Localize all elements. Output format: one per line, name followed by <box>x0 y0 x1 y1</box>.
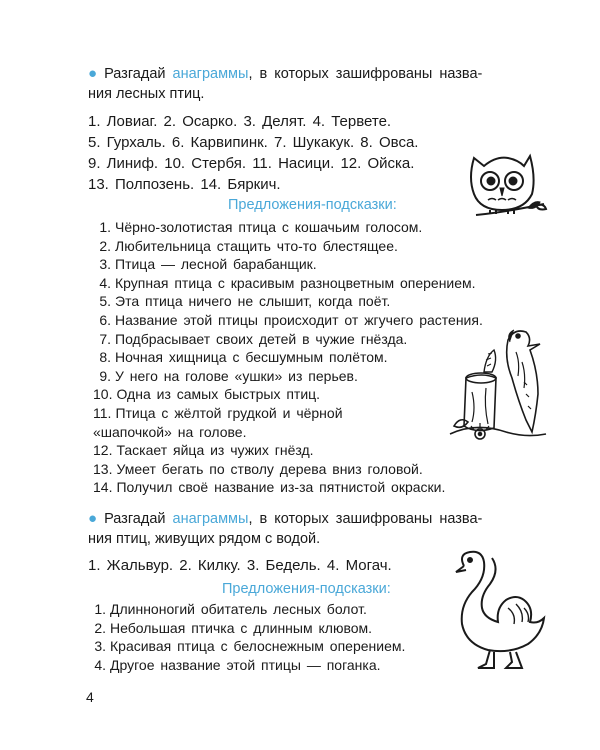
list-item: 14. Получил своё название из-за пятнистой окраски. <box>93 479 446 496</box>
bullet-dot: ● <box>88 510 98 527</box>
list-item: 5. Эта птица ничего не слышит, когда поёт. <box>99 293 391 310</box>
list-item: 1. Длинноногий обитатель лесных болот. <box>94 601 367 617</box>
page-number: 4 <box>86 689 94 705</box>
owl-illustration <box>466 148 548 220</box>
list-item: 8. Ночная хищница с бесшумным полётом. <box>99 349 388 366</box>
list-item: 3. Красивая птица с белоснежным оперением. <box>94 638 406 655</box>
list-item: 1. Чёрно-золотистая птица с кошачьим голосом. <box>99 219 423 235</box>
woodpecker-illustration <box>446 322 550 448</box>
anagram-line: 1. Ловиаг. 2. Осарко. 3. Делят. 4. Тервете. <box>88 113 392 130</box>
list-item: 10. Одна из самых быстрых птиц. <box>93 386 321 403</box>
list-item: 12. Таскает яйца из чужих гнёзд. <box>93 442 314 459</box>
task-1-instruction <box>88 64 528 104</box>
hint-list-2 <box>88 600 405 674</box>
list-item: 2. Любительница стащить что-то блестящее. <box>99 237 398 254</box>
task-2-instruction <box>88 509 528 549</box>
list-item: 4. Крупная птица с красивым разноцветным оперением. <box>99 274 476 291</box>
bullet-dot: ● <box>88 65 98 82</box>
list-item: 7. Подбрасывает своих детей в чужие гнёзда. <box>99 330 408 347</box>
hint-list-1 <box>93 218 483 497</box>
list-item: «шапочкой» на голове. <box>93 423 247 440</box>
list-item: 13. Умеет бегать по стволу дерева вниз головой. <box>93 460 423 477</box>
list-item: 2. Небольшая птичка с длинным клювом. <box>94 619 373 636</box>
task-1-line2: ния лесных птиц. <box>88 86 205 102</box>
anagram-list-2 <box>88 555 392 576</box>
anagram-line: 1. Жальвур. 2. Килку. 3. Бедель. 4. Могач. <box>88 557 392 574</box>
list-item: 6. Название этой птицы происходит от жгучего растения. <box>99 311 483 328</box>
anagram-line: 9. Линиф. 10. Стербя. 11. Насици. 12. Ойска. <box>88 155 415 172</box>
anagram-list-1 <box>88 111 418 195</box>
task-2-suffix: , в которых зашифрованы назва- <box>248 511 483 527</box>
task-1-suffix: , в которых зашифрованы назва- <box>248 66 483 82</box>
list-item: 3. Птица — лесной барабанщик. <box>99 256 317 273</box>
task-1-prefix: Разгадай <box>104 66 166 82</box>
hints-title-2: Предложения-подсказки: <box>222 581 391 597</box>
task-2-accent-word: анаграммы <box>172 511 249 527</box>
task-2-prefix: Разгадай <box>104 511 166 527</box>
list-item: 9. У него на голове «ушки» из перьев. <box>99 367 358 384</box>
list-item: 11. Птица с жёлтой грудкой и чёрной <box>93 404 343 421</box>
task-1-accent-word: анаграммы <box>172 66 249 82</box>
anagram-line: 13. Полпозень. 14. Бяркич. <box>88 176 281 193</box>
anagram-line: 5. Гурхаль. 6. Карвипинк. 7. Шукакук. 8. Овса. <box>88 134 419 151</box>
task-2-line2: ния птиц, живущих рядом с водой. <box>88 531 321 547</box>
list-item: 4. Другое название этой птицы — поганка. <box>94 656 381 673</box>
swan-illustration <box>450 548 550 672</box>
hints-title-1: Предложения-подсказки: <box>228 197 397 213</box>
